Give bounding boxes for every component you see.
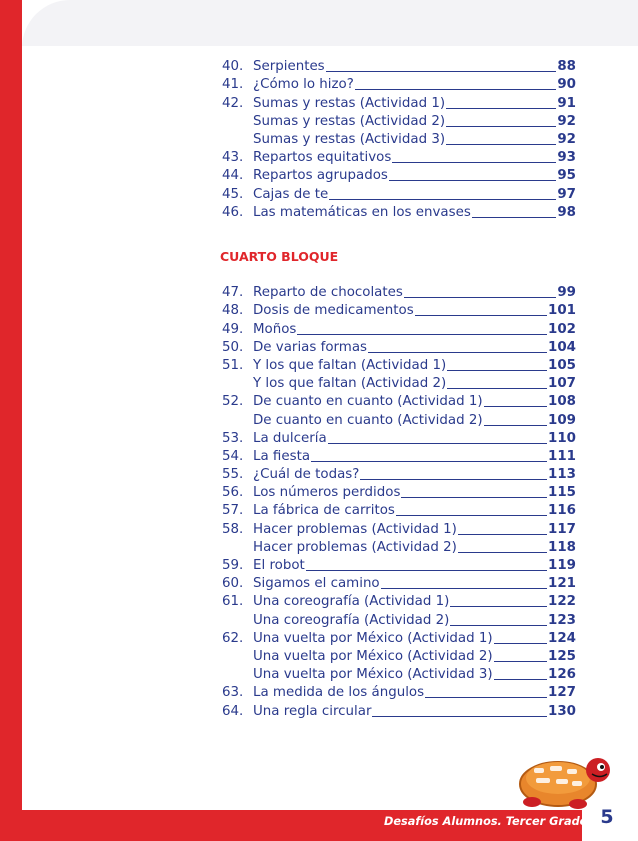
toc-entry-number: 45. (222, 186, 244, 202)
toc-entry-page: 92 (557, 113, 576, 129)
toc-entry-page: 121 (548, 576, 576, 592)
toc-entry-page: 97 (557, 186, 576, 202)
toc-entry-title: Las matemáticas en los envases (253, 204, 471, 220)
toc-entry-title: Y los que faltan (Actividad 1) (253, 357, 447, 373)
toc-entry (222, 502, 576, 520)
toc-entry-number: 42. (222, 95, 244, 111)
section-heading: CUARTO BLOQUE (220, 249, 339, 264)
toc-entry (222, 302, 576, 320)
left-red-band (0, 0, 22, 841)
toc-entry-title: Repartos agrupados (253, 168, 388, 184)
toc-entry-title: Sigamos el camino (253, 576, 380, 592)
toc-entry-number: 51. (222, 357, 244, 373)
toc-entry (222, 430, 576, 448)
toc-entry-page: 125 (548, 648, 576, 664)
toc-entry (222, 185, 576, 203)
toc-leader-line (484, 405, 547, 407)
toc-entry-page: 101 (548, 303, 576, 319)
table-of-contents-list-cuarto-bloque (222, 284, 576, 721)
toc-entry-page: 126 (548, 667, 576, 683)
toc-leader-line (450, 624, 547, 626)
toc-entry-title: Sumas y restas (Actividad 1) (253, 95, 446, 111)
toc-entry (222, 466, 576, 484)
toc-entry-title: Repartos equitativos (253, 150, 392, 166)
toc-entry (222, 58, 576, 76)
toc-leader-line (494, 678, 547, 680)
toc-entry-number: 56. (222, 485, 244, 501)
toc-leader-line (401, 496, 547, 498)
toc-entry-title: La medida de los ángulos (253, 685, 425, 701)
toc-leader-line (368, 351, 547, 353)
toc-entry-title: ¿Cómo lo hizo? (253, 77, 354, 93)
toc-entry-page: 118 (548, 539, 576, 555)
toc-leader-line (372, 715, 547, 717)
toc-leader-line (450, 605, 547, 607)
toc-entry-page: 111 (548, 448, 576, 464)
toc-leader-line (494, 642, 547, 644)
toc-entry-title: Una coreografía (Actividad 2) (253, 612, 450, 628)
toc-entry (222, 648, 576, 666)
toc-entry-title: Una vuelta por México (Actividad 3) (253, 667, 493, 683)
toc-entry-title: Sumas y restas (Actividad 3) (253, 131, 446, 147)
toc-entry (222, 94, 576, 112)
toc-entry (222, 557, 576, 575)
toc-leader-line (446, 107, 556, 109)
toc-leader-line (425, 696, 547, 698)
toc-entry-number: 64. (222, 703, 244, 719)
toc-entry-page: 113 (548, 467, 576, 483)
footer-book-title: Desafíos Alumnos. Tercer Grado (384, 815, 588, 828)
toc-leader-line (392, 161, 556, 163)
toc-entry (222, 284, 576, 302)
toc-entry (222, 411, 576, 429)
toc-leader-line (328, 442, 547, 444)
toc-entry (222, 520, 576, 538)
top-header-tint (22, 0, 638, 46)
toc-entry (222, 113, 576, 131)
toc-leader-line (415, 314, 547, 316)
toc-entry-page: 104 (548, 339, 576, 355)
toc-entry (222, 575, 576, 593)
toc-entry (222, 357, 576, 375)
toc-entry (222, 339, 576, 357)
toc-leader-line (306, 569, 547, 571)
toc-entry (222, 131, 576, 149)
toc-entry-number: 46. (222, 204, 244, 220)
toc-entry-number: 44. (222, 168, 244, 184)
toc-entry-page: 122 (548, 594, 576, 610)
toc-entry (222, 666, 576, 684)
toc-entry-number: 49. (222, 321, 244, 337)
toc-entry (222, 611, 576, 629)
toc-entry-page: 98 (557, 204, 576, 220)
toc-entry-title: Cajas de te (253, 186, 329, 202)
toc-entry-title: Hacer problemas (Actividad 1) (253, 521, 457, 537)
toc-entry-page: 93 (557, 150, 576, 166)
toc-entry-page: 117 (548, 521, 576, 537)
toc-leader-line (484, 424, 547, 426)
toc-entry-page: 116 (548, 503, 576, 519)
toc-leader-line (396, 514, 547, 516)
toc-entry-title: Una regla circular (253, 703, 372, 719)
toc-entry-number: 48. (222, 303, 244, 319)
toc-entry-title: Hacer problemas (Actividad 2) (253, 539, 457, 555)
toc-entry-page: 99 (557, 285, 576, 301)
toc-entry (222, 448, 576, 466)
toc-entry-title: La fiesta (253, 448, 311, 464)
toc-entry-page: 90 (557, 77, 576, 93)
toc-leader-line (381, 587, 547, 589)
toc-entry-page: 109 (548, 412, 576, 428)
toc-entry-title: La dulcería (253, 430, 327, 446)
toc-entry-title: Una vuelta por México (Actividad 1) (253, 630, 493, 646)
toc-entry-page: 123 (548, 612, 576, 628)
toc-entry-page: 107 (548, 376, 576, 392)
toc-entry-number: 40. (222, 59, 244, 75)
toc-entry-page: 127 (548, 685, 576, 701)
toc-entry-number: 41. (222, 77, 244, 93)
toc-entry-number: 61. (222, 594, 244, 610)
toc-entry-number: 53. (222, 430, 244, 446)
toc-entry (222, 684, 576, 702)
toc-entry-page: 108 (548, 394, 576, 410)
toc-entry (222, 204, 576, 222)
toc-entry-title: Dosis de medicamentos (253, 303, 414, 319)
toc-entry (222, 539, 576, 557)
toc-entry-number: 47. (222, 285, 244, 301)
toc-leader-line (297, 333, 547, 335)
toc-entry-title: De cuanto en cuanto (Actividad 2) (253, 412, 483, 428)
toc-entry-number: 59. (222, 558, 244, 573)
toc-entry-number: 43. (222, 150, 244, 166)
toc-entry-number: 52. (222, 394, 244, 410)
toc-entry-page: 124 (548, 630, 576, 646)
toc-entry-page: 102 (548, 321, 576, 337)
toc-entry-page: 115 (548, 485, 576, 501)
toc-entry (222, 167, 576, 185)
toc-entry-title: Sumas y restas (Actividad 2) (253, 113, 446, 129)
toc-leader-line (326, 70, 557, 72)
toc-leader-line (458, 533, 547, 535)
toc-entry-page: 88 (557, 59, 576, 75)
toc-entry (222, 593, 576, 611)
table-of-contents-list (222, 58, 576, 222)
toc-entry-title: La fábrica de carritos (253, 503, 395, 519)
toc-entry-title: Serpientes (253, 59, 325, 75)
toc-entry-title: Una coreografía (Actividad 1) (253, 594, 450, 610)
toc-entry-page: 130 (548, 703, 576, 719)
toc-entry-title: El robot (253, 558, 305, 573)
toc-entry-number: 50. (222, 339, 244, 355)
toc-entry-title: Y los que faltan (Actividad 2) (253, 376, 447, 392)
toc-entry-number: 62. (222, 630, 244, 646)
toc-entry-title: De varias formas (253, 339, 368, 355)
toc-leader-line (458, 551, 547, 553)
toc-entry-page: 92 (557, 131, 576, 147)
toc-entry-title: Moños (253, 321, 297, 337)
toc-entry-number: 57. (222, 503, 244, 519)
toc-entry (222, 630, 576, 648)
toc-entry-number: 55. (222, 467, 244, 483)
toc-entry (222, 320, 576, 338)
toc-leader-line (329, 198, 556, 200)
toc-entry-page: 95 (557, 168, 576, 184)
toc-leader-line (355, 88, 557, 90)
toc-entry-title: Una vuelta por México (Actividad 2) (253, 648, 493, 664)
toc-entry (222, 375, 576, 393)
toc-entry (222, 702, 576, 720)
page-number: 5 (600, 806, 614, 828)
toc-leader-line (446, 125, 556, 127)
toc-leader-line (472, 216, 557, 218)
toc-entry-number: 63. (222, 685, 244, 701)
toc-leader-line (447, 369, 547, 371)
toc-entry-number: 60. (222, 576, 244, 592)
toc-entry (222, 149, 576, 167)
toc-entry-page: 105 (548, 357, 576, 373)
toc-entry-page: 110 (548, 430, 576, 446)
toc-entry-title: De cuanto en cuanto (Actividad 1) (253, 394, 483, 410)
toc-leader-line (446, 143, 556, 145)
toc-entry-title: Los números perdidos (253, 485, 401, 501)
toc-entry (222, 393, 576, 411)
turtle-mascot-icon (512, 744, 617, 810)
toc-entry-title: ¿Cuál de todas? (253, 467, 360, 483)
toc-entry-page: 119 (548, 558, 576, 573)
toc-entry-page: 91 (557, 95, 576, 111)
toc-leader-line (360, 478, 547, 480)
toc-entry-number: 54. (222, 448, 244, 464)
toc-entry (222, 76, 576, 94)
toc-entry-title: Reparto de chocolates (253, 285, 403, 301)
toc-leader-line (389, 179, 556, 181)
toc-leader-line (494, 660, 547, 662)
toc-leader-line (404, 296, 557, 298)
toc-leader-line (311, 460, 547, 462)
toc-entry (222, 484, 576, 502)
toc-leader-line (447, 387, 547, 389)
toc-entry-number: 58. (222, 521, 244, 537)
